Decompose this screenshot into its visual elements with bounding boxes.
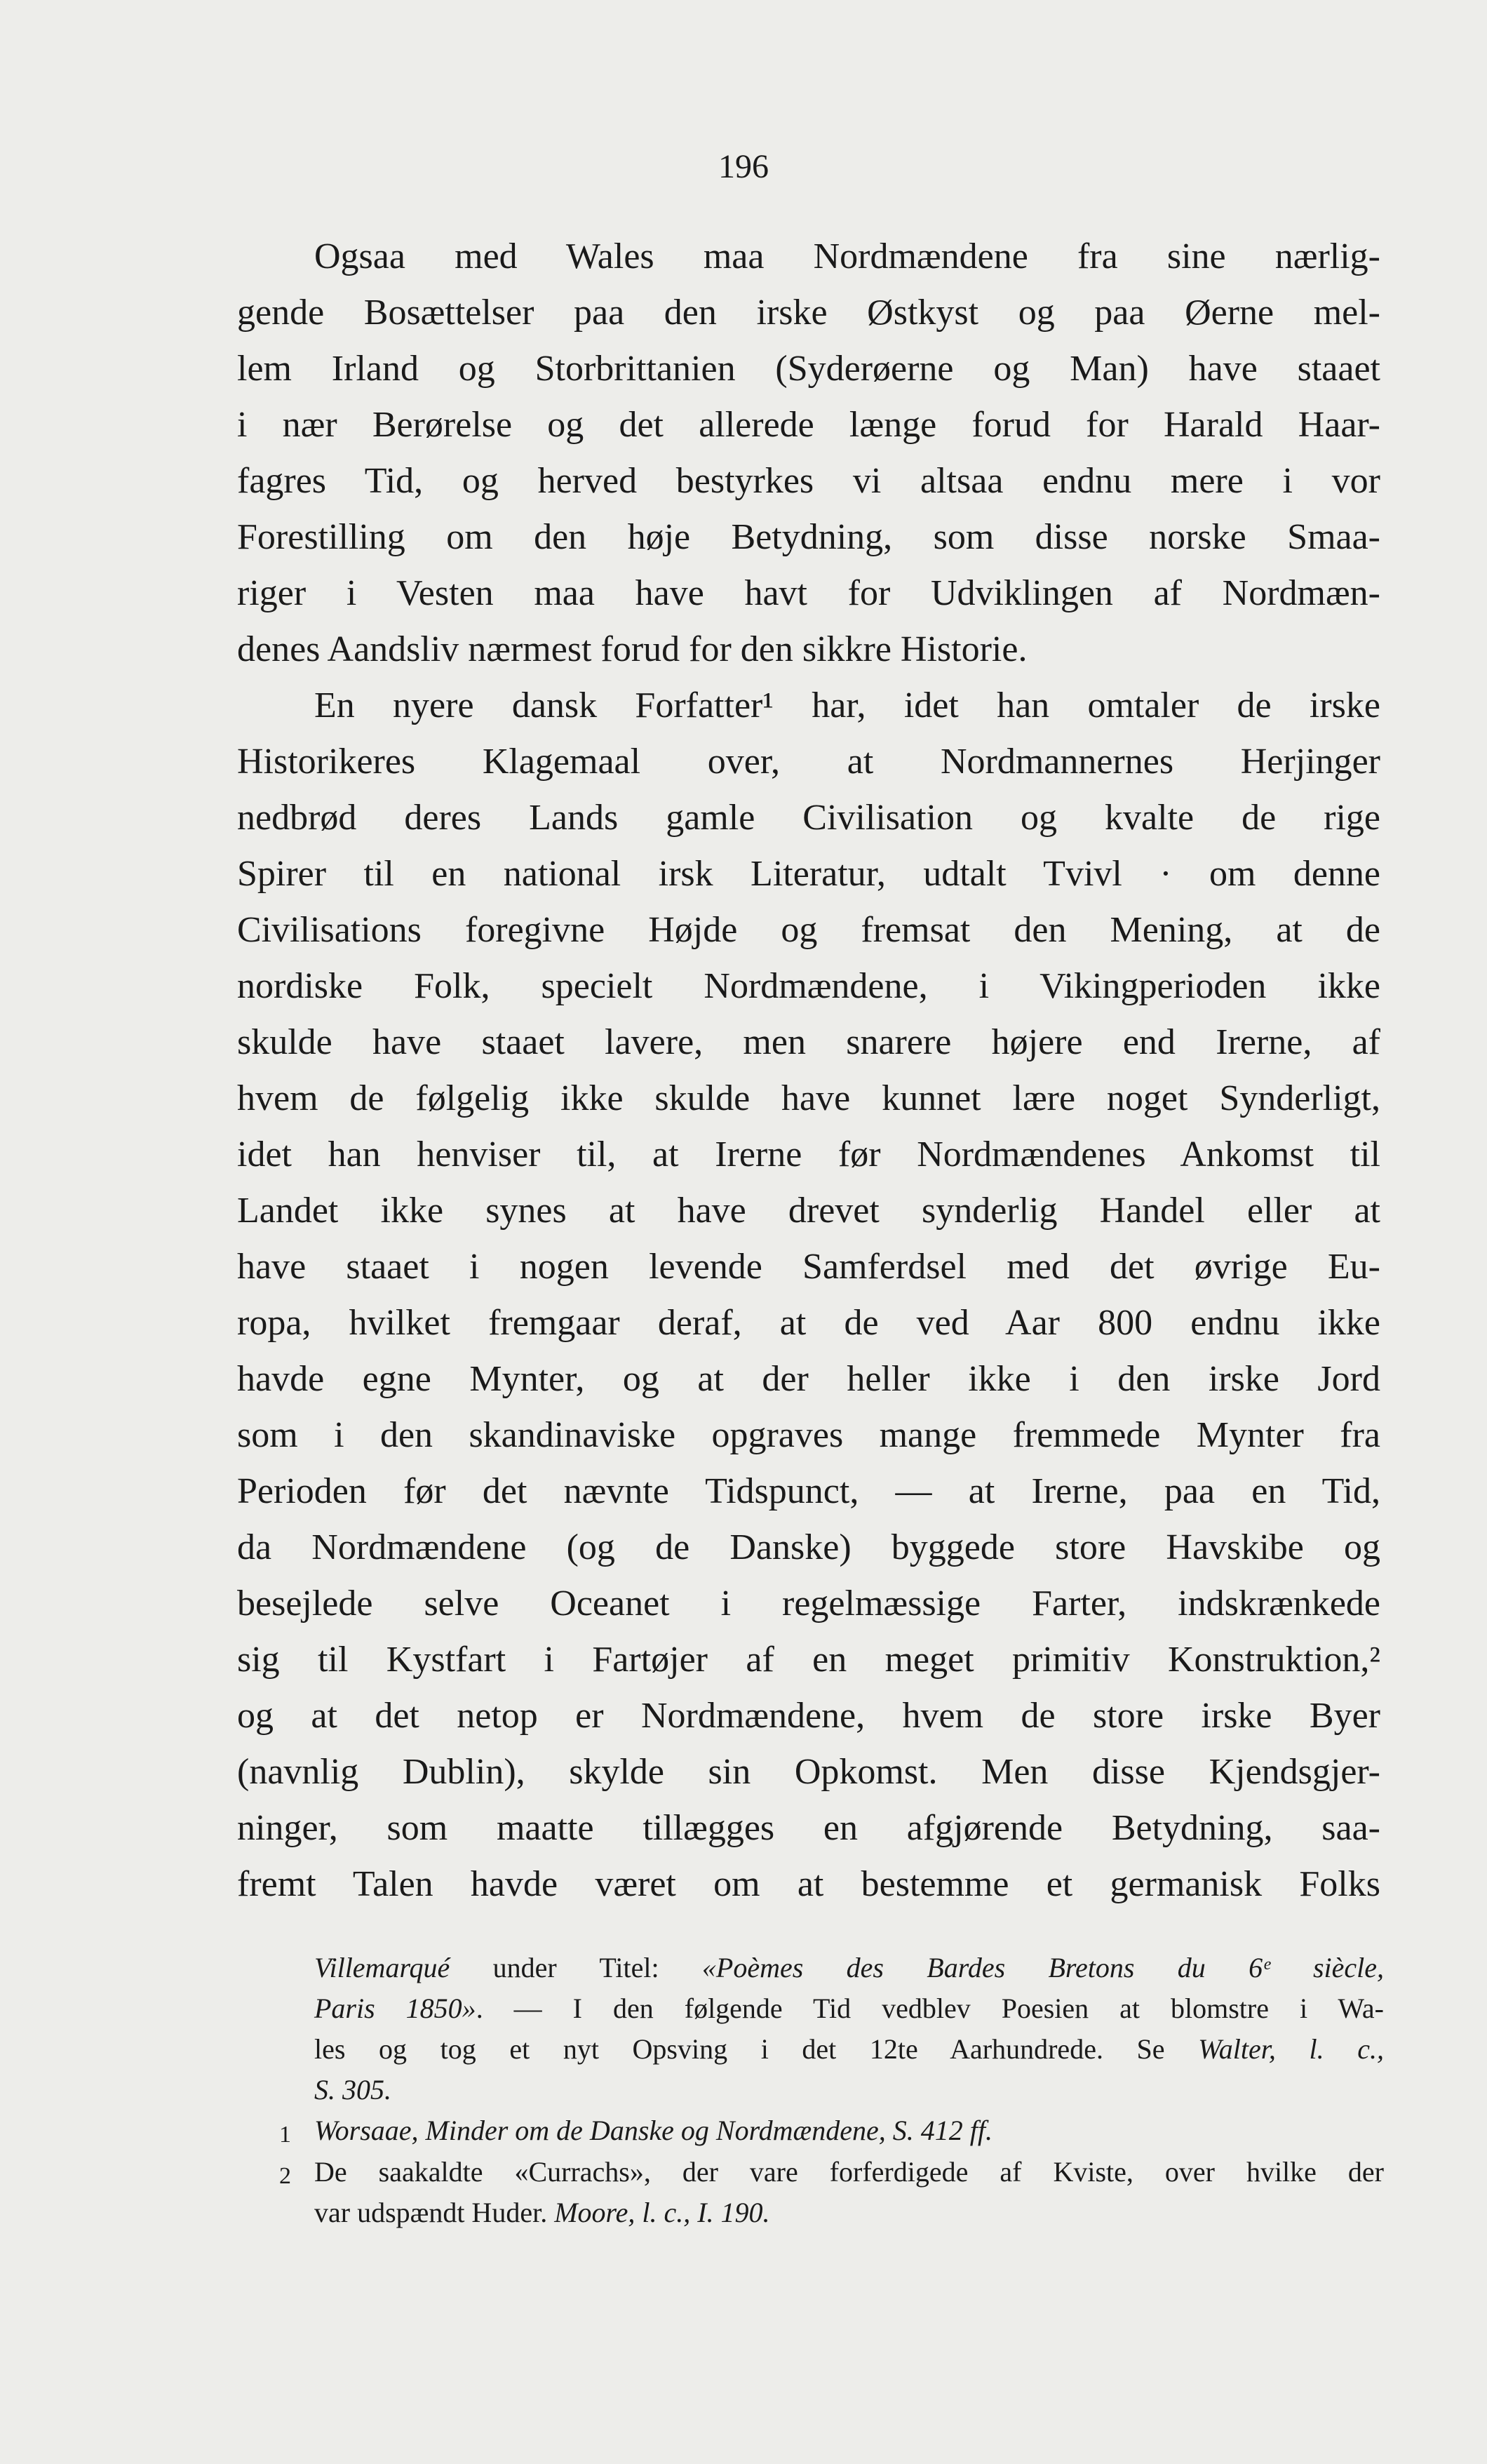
text-line: idet han henviser til, at Irerne før Nordmændenes Ankomst til bbox=[237, 1134, 1380, 1174]
footnote-1 bbox=[314, 2117, 1384, 2145]
text-line: Ogsaa med Wales maa Nordmændene fra sine nærlig- bbox=[314, 236, 1380, 276]
text-line: have staaet i nogen levende Samferdsel med det øvrige Eu- bbox=[237, 1247, 1380, 1287]
text-line: Civilisations foregivne Højde og fremsat den Mening, at de bbox=[237, 910, 1380, 950]
footnote-2-line bbox=[314, 2199, 1384, 2227]
reference: Walter, l. c., bbox=[1198, 2033, 1384, 2065]
text-line: da Nordmændene (og de Danske) byggede store Havskibe og bbox=[237, 1527, 1380, 1567]
text-line: riger i Vesten maa have havt for Udviklingen af Nordmæn- bbox=[237, 573, 1380, 613]
footnote-reference: Moore, l. c., I. 190. bbox=[554, 2197, 770, 2228]
text-line: Historikeres Klagemaal over, at Nordmannernes Herjinger bbox=[237, 742, 1380, 782]
footnote-text: . — I den følgende Tid vedblev Poesien at blomstre i Wa- bbox=[476, 1993, 1384, 2024]
footnote-marker: 2 bbox=[279, 2163, 291, 2189]
text-line: ninger, som maatte tillægges en afgjørende Betydning, saa- bbox=[237, 1808, 1380, 1848]
footnote-text: les og tog et nyt Opsving i det 12te Aarhundrede. Se bbox=[314, 2033, 1199, 2065]
text-line: denes Aandsliv nærmest forud for den sikkre Historie. bbox=[237, 629, 1028, 669]
footnote-continued-line bbox=[314, 2035, 1384, 2063]
text-line: sig til Kystfart i Fartøjer af en meget primitiv Konstruktion,² bbox=[237, 1640, 1380, 1680]
text-line: fagres Tid, og herved bestyrkes vi altsaa endnu mere i vor bbox=[237, 461, 1380, 501]
footnote-text: under Titel: bbox=[450, 1952, 702, 1983]
work-title: Paris 1850» bbox=[314, 1993, 476, 2024]
text-line: Perioden før det nævnte Tidspunct, — at Irerne, paa en Tid, bbox=[237, 1471, 1380, 1511]
text-line: (navnlig Dublin), skylde sin Opkomst. Men disse Kjendsgjer- bbox=[237, 1752, 1380, 1792]
footnote-text: var udspændt Huder. bbox=[314, 2197, 555, 2228]
author-name: Villemarqué bbox=[314, 1952, 450, 1983]
footnote-continued-line bbox=[314, 2076, 1384, 2104]
text-line: i nær Berørelse og det allerede længe forud for Harald Haar- bbox=[237, 405, 1380, 445]
text-line: Spirer til en national irsk Literatur, udtalt Tvivl · om denne bbox=[237, 854, 1380, 894]
text-line: nedbrød deres Lands gamle Civilisation og kvalte de rige bbox=[237, 798, 1380, 838]
text-line: og at det netop er Nordmændene, hvem de store irske Byer bbox=[237, 1696, 1380, 1736]
reference: S. 305. bbox=[314, 2074, 391, 2105]
text-line: Landet ikke synes at have drevet synderlig Handel eller at bbox=[237, 1191, 1380, 1231]
text-line: En nyere dansk Forfatter¹ har, idet han omtaler de irske bbox=[314, 685, 1380, 725]
page-number: 196 bbox=[718, 148, 769, 185]
footnote-2: De saakaldte «Currachs», der vare forferdigede af Kviste, over hvilke der bbox=[314, 2156, 1384, 2188]
footnote-marker: 1 bbox=[279, 2122, 291, 2148]
text-line: skulde have staaet lavere, men snarere højere end Irerne, af bbox=[237, 1022, 1380, 1062]
text-line: gende Bosættelser paa den irske Østkyst og paa Øerne mel- bbox=[237, 293, 1380, 333]
text-line: lem Irland og Storbrittanien (Syderøerne og Man) have staaet bbox=[237, 349, 1380, 389]
text-line: ropa, hvilket fremgaar deraf, at de ved Aar 800 endnu ikke bbox=[237, 1303, 1380, 1343]
text-line: havde egne Mynter, og at der heller ikke i den irske Jord bbox=[237, 1359, 1380, 1399]
work-title: «Poèmes des Bardes Bretons du 6ᵉ siècle, bbox=[701, 1952, 1385, 1983]
text-line: som i den skandinaviske opgraves mange fremmede Mynter fra bbox=[237, 1415, 1380, 1455]
footnote-continued-line bbox=[314, 1995, 1384, 2023]
text-line: Forestilling om den høje Betydning, som disse norske Smaa- bbox=[237, 517, 1380, 557]
footnote-continued-line bbox=[314, 1954, 1384, 1982]
footnote-reference: Worsaae, Minder om de Danske og Nordmændene, S. 412 ff. bbox=[314, 2115, 993, 2146]
text-line: fremt Talen havde været om at bestemme et germanisk Folks bbox=[237, 1864, 1380, 1904]
text-line: hvem de følgelig ikke skulde have kunnet lære noget Synderligt, bbox=[237, 1078, 1380, 1118]
text-line: nordiske Folk, specielt Nordmændene, i Vikingperioden ikke bbox=[237, 966, 1380, 1006]
text-line: besejlede selve Oceanet i regelmæssige Farter, indskrænkede bbox=[237, 1583, 1380, 1623]
